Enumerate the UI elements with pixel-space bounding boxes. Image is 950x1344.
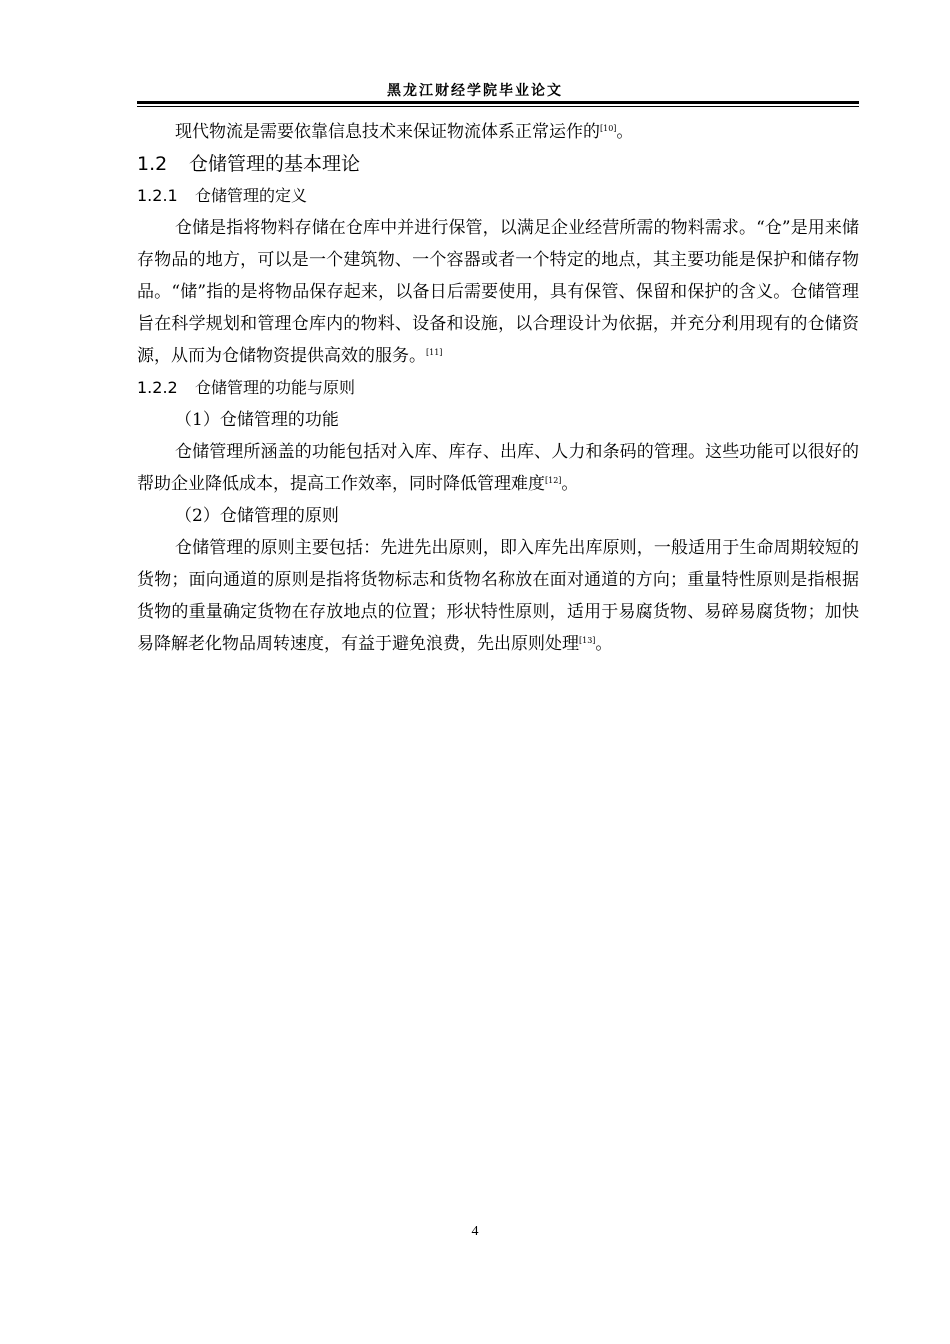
list-item-principles: （2）仓储管理的原则 xyxy=(175,506,339,526)
section-heading-1-2-2 xyxy=(137,372,859,404)
citation: [12] xyxy=(545,476,562,485)
section-heading-1-2-1 xyxy=(137,180,859,212)
paragraph-text: 仓储管理的原则主要包括：先进先出原则，即入库先出库原则，一般适用于生命周期较短的货物；面向通道的原则是指将货物标志和货物名称放在面对通道的方向；重量特性原则是指根据货物的重量确定货物在存放地点的位置；形状特性原则，适用于易腐货物、易碎易腐货物；加快易降解老化物品周转速度，有益于避免浪费，先出原则处理 xyxy=(137,538,859,654)
paragraph-intro xyxy=(137,116,859,148)
page-body xyxy=(137,116,859,660)
citation: [13] xyxy=(579,636,596,645)
citation: [11] xyxy=(426,348,443,357)
section-title: 仓储管理的功能与原则 xyxy=(195,378,356,397)
header-rule-thick xyxy=(137,101,859,104)
paragraph-text: 现代物流是需要依靠信息技术来保证物流体系正常运作的 xyxy=(175,122,600,142)
paragraph-functions xyxy=(137,436,859,500)
header-rule-thin xyxy=(137,106,859,107)
paragraph-principles xyxy=(137,532,859,660)
list-item-functions: （1）仓储管理的功能 xyxy=(175,410,339,430)
running-header-title: 黑龙江财经学院毕业论文 xyxy=(387,83,563,99)
section-number: 1.2.1 xyxy=(137,186,178,205)
paragraph-text: 仓储管理所涵盖的功能包括对入库、库存、出库、人力和条码的管理。这些功能可以很好的帮助企业降低成本，提高工作效率，同时降低管理难度 xyxy=(137,442,859,494)
paragraph-end: 。 xyxy=(616,122,634,142)
section-number: 1.2.2 xyxy=(137,378,178,397)
paragraph-text: 仓储是指将物料存储在仓库中并进行保管，以满足企业经营所需的物料需求。“仓”是用来储存物品的地方，可以是一个建筑物、一个容器或者一个特定的地点，其主要功能是保护和储存物品。“储”指的是将物品保存起来，以备日后需要使用，具有保管、保留和保护的含义。仓储管理旨在科学规划和管理仓库内的物料、设备和设施，以合理设计为依据，并充分利用现有的仓储资源，从而为仓储物资提供高效的服务。 xyxy=(137,218,859,366)
section-title: 仓储管理的定义 xyxy=(195,186,308,205)
section-heading-1-2 xyxy=(137,148,859,180)
section-title: 仓储管理的基本理论 xyxy=(189,153,361,175)
page-number: 4 xyxy=(471,1224,479,1239)
citation: [10] xyxy=(600,124,617,133)
paragraph-end: 。 xyxy=(595,634,613,654)
paragraph-end: 。 xyxy=(561,474,579,494)
section-number: 1.2 xyxy=(137,153,168,175)
paragraph-definition xyxy=(137,212,859,372)
